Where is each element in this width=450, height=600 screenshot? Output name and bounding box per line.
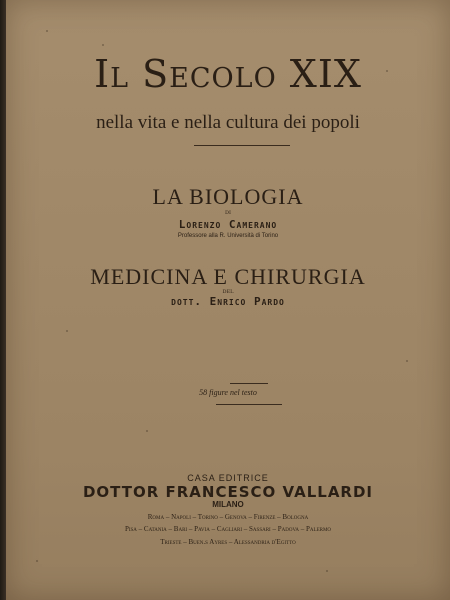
publisher-branches-1: Roma – Napoli – Torino – Genova – Firenze – Bologna [147,513,309,521]
publisher-branches-2: Pisa – Catania – Bari – Pavia – Cagliari – Sassari – Padova – Palermo [124,525,332,533]
divider-rule [194,145,290,146]
title-page [6,0,450,600]
author-camerano: Lorenzo Camerano [178,218,278,231]
author-pardo: dott. Enrico Pardo [171,295,285,308]
section-title-medicina: MEDICINA E CHIRURGIA [90,264,366,289]
section-title-biologia: LA BIOLOGIA [152,184,304,209]
author-affiliation: Professore alla R. Università di Torino [177,233,279,239]
series-subtitle: nella vita e nella cultura dei popoli [96,112,360,133]
section-connector-del: DEL [222,289,234,295]
figures-rule-top [230,383,268,384]
series-title: Il Secolo XIX [94,52,362,96]
section-connector-di: DI [225,210,231,216]
publisher-city: MILANO [212,500,244,509]
figures-rule-bottom [216,404,282,405]
publisher-name: DOTTOR FRANCESCO VALLARDI [82,483,374,501]
publisher-branches-3: Trieste – Buen.s Ayres – Alessandria d'Egitto [160,538,296,546]
publisher-label: CASA EDITRICE [187,473,269,483]
figures-note: 58 figure nel testo [199,388,257,397]
